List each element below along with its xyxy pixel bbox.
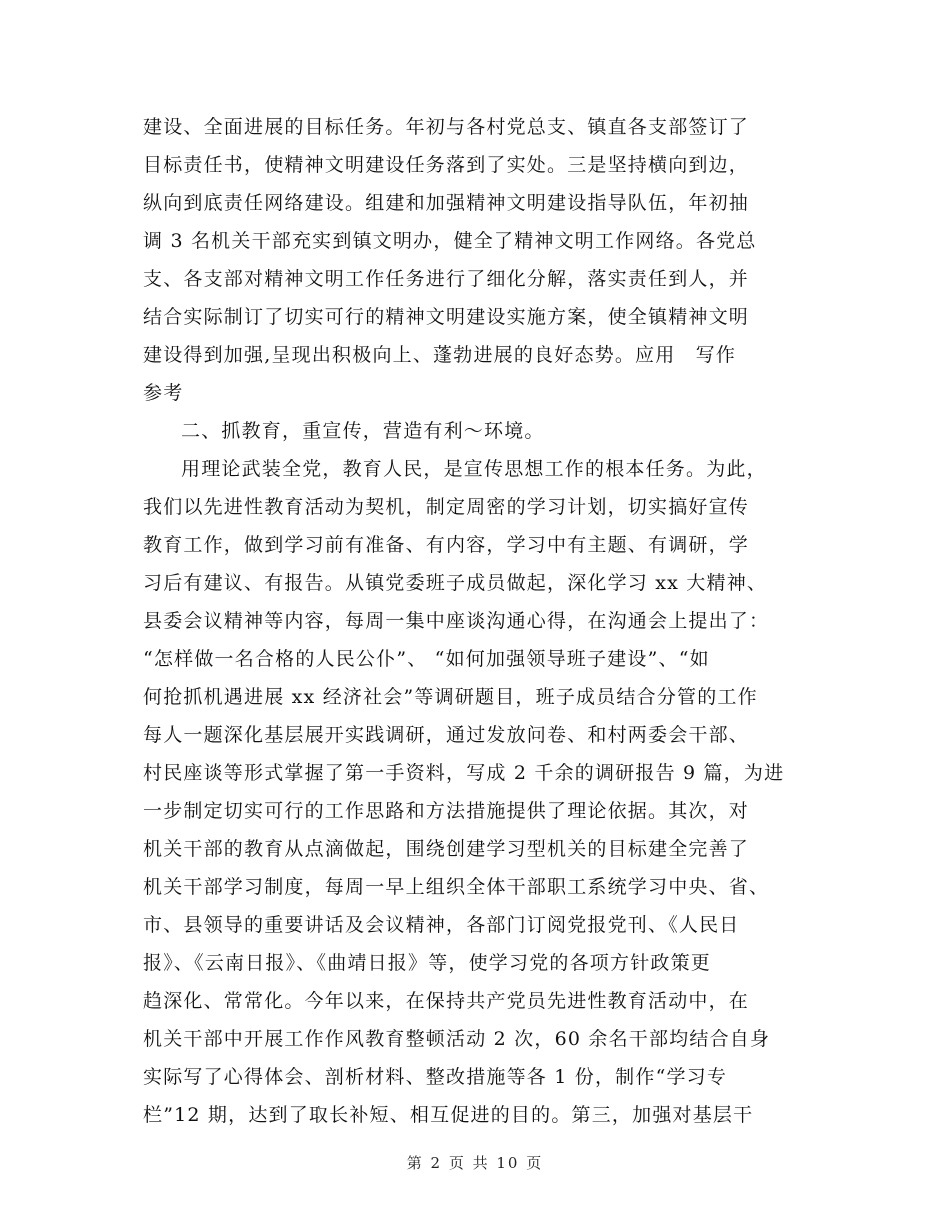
text-line: 习后有建议、有报告。从镇党委班子成员做起，深化学习 xx 大精神、 bbox=[143, 572, 768, 594]
text-line: “怎样做一名合格的人民公仆”、 “如何加强领导班子建设”、“如 bbox=[143, 648, 710, 670]
text-line: 机关干部的教育从点滴做起，围绕创建学习型机关的目标建全完善了 bbox=[143, 838, 750, 860]
text-line: 纵向到底责任网络建设。组建和加强精神文明建设指导队伍，年初抽 bbox=[143, 192, 750, 214]
document-body bbox=[143, 108, 823, 1134]
text-line: 报》、《云南日报》、《曲靖日报》等，使学习党的各项方针政策更 bbox=[143, 952, 712, 974]
text-line: 我们以先进性教育活动为契机，制定周密的学习计划，切实搞好宣传 bbox=[143, 496, 750, 518]
text-line: 一步制定切实可行的工作思路和方法措施提供了理论依据。其次，对 bbox=[143, 800, 750, 822]
text-line: 村民座谈等形式掌握了第一手资料，写成 2 千余的调研报告 9 篇，为进 bbox=[143, 762, 785, 784]
text-line: 支、各支部对精神文明工作任务进行了细化分解，落实责任到人，并 bbox=[143, 268, 750, 290]
text-line: 机关干部中开展工作作风教育整顿活动 2 次，60 余名干部均结合自身 bbox=[143, 1028, 771, 1050]
text-line: 趋深化、常常化。今年以来，在保持共产党员先进性教育活动中，在 bbox=[143, 990, 750, 1012]
text-line: 参考 bbox=[143, 382, 184, 404]
text-line: 县委会议精神等内容，每周一集中座谈沟通心得，在沟通会上提出了： bbox=[143, 610, 770, 632]
text-line: 教育工作，做到学习前有准备、有内容，学习中有主题、有调研，学 bbox=[143, 534, 750, 556]
text-line: 每人一题深化基层展开实践调研，通过发放问卷、和村两委会干部、 bbox=[143, 724, 750, 746]
text-line: 二、抓教育，重宣传，营造有利～环境。 bbox=[181, 420, 545, 442]
page-footer: 第 2 页 共 10 页 bbox=[406, 1154, 544, 1172]
text-line: 建设、全面进展的目标任务。年初与各村党总支、镇直各支部签订了 bbox=[143, 116, 750, 138]
text-line: 实际写了心得体会、剖析材料、整改措施等各 1 份，制作“学习专 bbox=[143, 1066, 728, 1088]
text-line: 市、县领导的重要讲话及会议精神，各部门订阅党报党刊、《人民日 bbox=[143, 914, 740, 936]
text-line: 建设得到加强,呈现出积极向上、蓬勃进展的良好态势。应用 写作 bbox=[143, 344, 737, 366]
text-line: 机关干部学习制度，每周一早上组织全体干部职工系统学习中央、省、 bbox=[143, 876, 770, 898]
text-line: 结合实际制订了切实可行的精神文明建设实施方案，使全镇精神文明 bbox=[143, 306, 750, 328]
text-line: 调 3 名机关干部充实到镇文明办，健全了精神文明工作网络。各党总 bbox=[143, 230, 757, 252]
text-line: 目标责任书，使精神文明建设任务落到了实处。三是坚持横向到边， bbox=[143, 154, 750, 176]
text-line: 用理论武装全党，教育人民，是宣传思想工作的根本任务。为此， bbox=[181, 458, 767, 480]
text-line: 栏”12 期，达到了取长补短、相互促进的目的。第三，加强对基层干 bbox=[143, 1104, 754, 1126]
text-line: 何抢抓机遇进展 xx 经济社会”等调研题目，班子成员结合分管的工作 bbox=[143, 686, 758, 708]
